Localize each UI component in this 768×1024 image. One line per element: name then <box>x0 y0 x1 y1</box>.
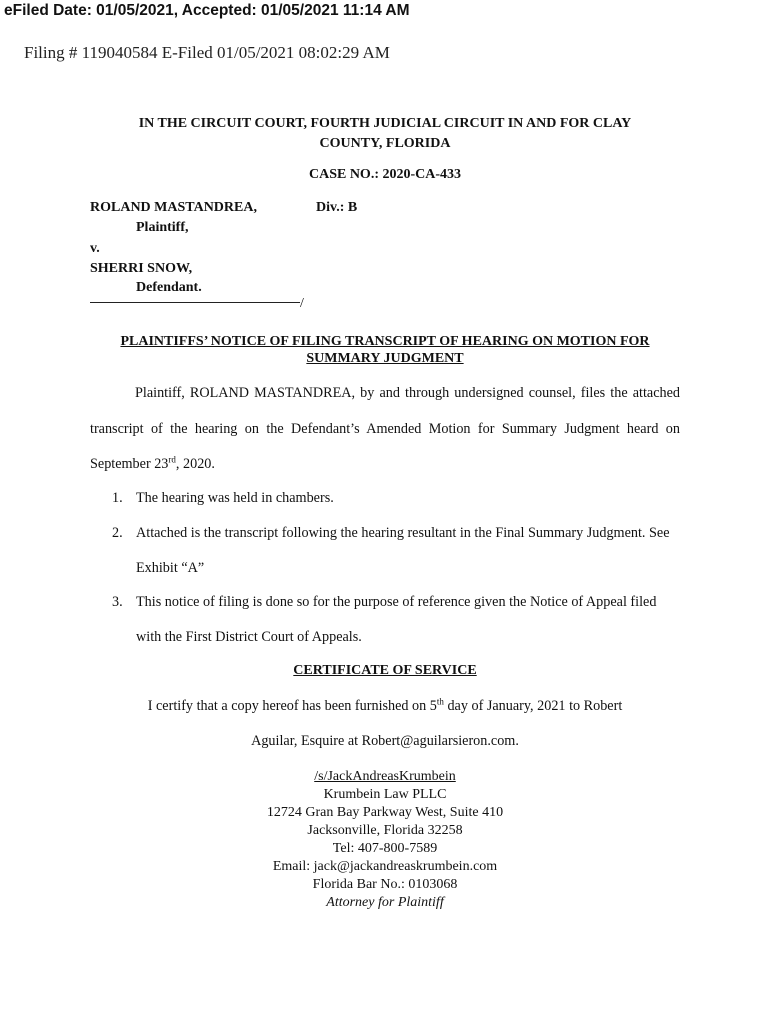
bar-number: Florida Bar No.: 0103068 <box>312 877 458 892</box>
intro-paragraph <box>90 376 680 483</box>
signature: /s/JackAndreasKrumbein <box>314 769 456 784</box>
document-title <box>90 333 680 367</box>
case-number: CASE NO.: 2020-CA-433 <box>308 167 462 182</box>
plaintiff-name: ROLAND MASTANDREA, <box>90 200 257 215</box>
firm-name: Krumbein Law PLLC <box>323 787 447 802</box>
email: Email: jack@jackandreaskrumbein.com <box>272 859 498 874</box>
list-item-number: 2. <box>112 525 123 541</box>
list-item-text: Attached is the transcript following the hearing resultant in the Final Summary Judgment. See Exhibit “A” <box>136 525 670 576</box>
attorney-role: Attorney for Plaintiff <box>326 895 444 910</box>
address-line-1: 12724 Gran Bay Parkway West, Suite 410 <box>266 805 504 820</box>
intro-text: Plaintiff, ROLAND MASTANDREA, by and through undersigned counsel, files the attached transcript of the hearing on the Defendant’s Amended Motion for Summary Judgment heard on September 23 <box>90 385 680 472</box>
certificate-text-a: I certify that a copy hereof has been furnished on 5 <box>147 698 437 714</box>
division: Div.: B <box>316 200 358 215</box>
list-item-number: 3. <box>112 594 123 610</box>
certificate-ordinal: th <box>436 696 444 707</box>
list-item-number: 1. <box>112 490 123 506</box>
efiled-stamp: eFiled Date: 01/05/2021, Accepted: 01/05/2021 11:14 AM <box>4 2 410 19</box>
list-item <box>112 516 682 585</box>
list-item <box>112 481 682 516</box>
court-heading-line2: COUNTY, FLORIDA <box>319 136 451 151</box>
intro-year: , 2020. <box>175 456 215 472</box>
certificate-text-b: day of January, 2021 to Robert <box>443 698 623 714</box>
versus: v. <box>90 241 100 256</box>
court-heading-line1: IN THE CIRCUIT COURT, FOURTH JUDICIAL CIRCUIT IN AND FOR CLAY <box>138 116 632 131</box>
caption-divider <box>90 302 300 303</box>
document-title-line1: PLAINTIFFS’ NOTICE OF FILING TRANSCRIPT OF HEARING ON MOTION FOR <box>120 334 650 349</box>
defendant-name: SHERRI SNOW, <box>90 261 193 276</box>
signature-block <box>230 768 540 912</box>
certificate-line-1 <box>90 698 680 715</box>
intro-ordinal: rd <box>168 454 176 465</box>
document-title-line2: SUMMARY JUDGMENT <box>306 351 464 366</box>
court-heading <box>90 114 680 154</box>
certificate-title: CERTIFICATE OF SERVICE <box>293 663 477 678</box>
defendant-role: Defendant. <box>136 280 202 295</box>
filing-stamp: Filing # 119040584 E-Filed 01/05/2021 08:02:29 AM <box>24 43 390 62</box>
certificate-line-2: Aguilar, Esquire at Robert@aguilarsieron.com. <box>251 733 519 749</box>
list-item <box>112 585 682 654</box>
list-item-text: The hearing was held in chambers. <box>136 490 334 506</box>
plaintiff-role: Plaintiff, <box>136 220 189 235</box>
telephone: Tel: 407-800-7589 <box>332 841 438 856</box>
list-item-text: This notice of filing is done so for the purpose of reference given the Notice of Appeal filed with the First District Court of Appeals. <box>136 594 657 645</box>
address-line-2: Jacksonville, Florida 32258 <box>307 823 463 838</box>
caption-slash: / <box>300 296 304 311</box>
